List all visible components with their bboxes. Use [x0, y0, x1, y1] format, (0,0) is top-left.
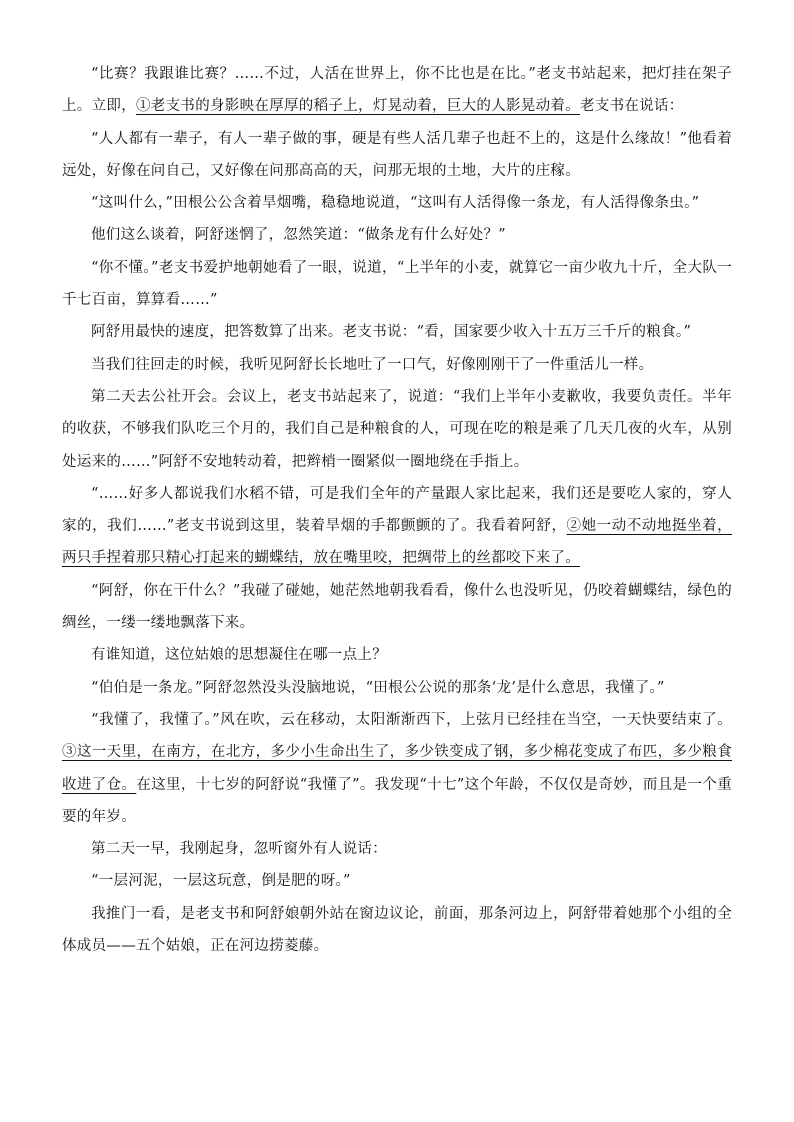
paragraph-text: 当我们往回走的时候，我听见阿舒长长地吐了一口气，好像刚刚干了一件重活儿一样。 — [91, 356, 654, 373]
paragraph-text: “我懂了，我懂了。”风在吹，云在移动，太阳渐渐西下，上弦月已经挂在当空，一天快要结束了。 — [91, 711, 732, 728]
paragraph — [62, 704, 732, 833]
paragraph-text: 第二天去公社开会。会议上，老支书站起来了，说道：“我们上半年小麦歉收，我要负责任。半年的收获，不够我们队吃三个月的，我们自己是种粮食的人，可现在吃的粮是乘了几天几夜的火车，从别处运来的……”阿舒不安地转动着，把辫梢一圈紧似一圈地绕在手指上。 — [62, 388, 732, 470]
underlined-sentence: ②她一动不动地挺坐着，两只手捏着那只精心打起来的蝴蝶结，放在嘴里咬，把绸带上的丝都咬下来了。 — [62, 518, 732, 567]
paragraph-text: “伯伯是一条龙。”阿舒忽然没头没脑地说，“田根公公说的那条‘龙’是什么意思，我懂了。” — [91, 679, 665, 696]
paragraph — [62, 187, 732, 219]
underlined-sentence: ①老支书的身影映在厚厚的稻子上，灯晃动着，巨大的人影晃动着。 — [136, 98, 580, 115]
paragraph-text: 有谁知道，这位姑娘的思想凝住在哪一点上？ — [91, 647, 387, 664]
paragraph — [62, 575, 732, 640]
paragraph-text: 我推门一看，是老支书和阿舒娘朝外站在窗边议论，前面，那条河边上，阿舒带着她那个小组的全体成员——五个姑娘，正在河边捞菱藤。 — [62, 905, 732, 955]
underlined-sentence: ③这一天里，在南方，在北方，多少小生命出生了，多少铁变成了钢，多少棉花变成了布匹，多少粮食收进了仓。 — [62, 744, 732, 793]
paragraph — [62, 381, 732, 478]
paragraph-text: “你不懂。”老支书爱护地朝她看了一眼，说道，“上半年的小麦，就算它一亩少收九十斤，全大队一千七百亩，算算看……” — [62, 259, 732, 309]
paragraph — [62, 833, 732, 865]
paragraph — [62, 349, 732, 381]
paragraph-text: 老支书在说话： — [580, 98, 684, 115]
paragraph-text: “比赛？我跟谁比赛？……不过，人活在世界上，你不比也是在比。”老支书站起来，把灯挂在架子上。立即， — [62, 66, 732, 115]
paragraph-text: “人人都有一辈子，有人一辈子做的事，硬是有些人活几辈子也赶不上的，这是什么缘故！”他看着远处，好像在问自己，又好像在问那高高的天，问那无垠的土地，大片的庄稼。 — [62, 130, 732, 179]
paragraph-text: 在这里，十七岁的阿舒说“我懂了”。我发现“十七”这个年龄，不仅仅是奇妙，而且是一个重要的年岁。 — [62, 776, 733, 825]
paragraph — [62, 123, 732, 188]
paragraph — [62, 639, 732, 671]
paragraph-text: 他们这么谈着，阿舒迷惘了，忽然笑道：“做条龙有什么好处？” — [91, 227, 507, 244]
article-body — [62, 58, 732, 962]
paragraph-text: “这叫什么，”田根公公含着旱烟嘴，稳稳地说道，“这叫有人活得像一条龙，有人活得像条虫。” — [91, 195, 700, 212]
paragraph — [62, 478, 732, 575]
paragraph — [62, 898, 732, 963]
paragraph — [62, 316, 732, 348]
paragraph-text: “一层河泥，一层这玩意，倒是肥的呀。” — [91, 873, 351, 890]
paragraph-text: “……好多人都说我们水稻不错，可是我们全年的产量跟人家比起来，我们还是要吃人家的，穿人家的，我们……”老支书说到这里，装着旱烟的手都颤颤的了。我看着阿舒， — [62, 485, 732, 535]
paragraph — [62, 58, 732, 123]
paragraph — [62, 252, 732, 317]
paragraph-text: 第二天一早，我刚起身，忽听窗外有人说话： — [91, 841, 387, 858]
paragraph — [62, 219, 732, 251]
paragraph-text: “阿舒，你在干什么？”我碰了碰她，她茫然地朝我看看，像什么也没听见，仍咬着蝴蝶结，绿色的绸丝，一缕一缕地飘落下来。 — [62, 582, 732, 632]
paragraph — [62, 865, 732, 897]
paragraph-text: 阿舒用最快的速度，把答数算了出来。老支书说：“看，国家要少收入十五万三千斤的粮食。” — [91, 324, 692, 341]
paragraph — [62, 672, 732, 704]
